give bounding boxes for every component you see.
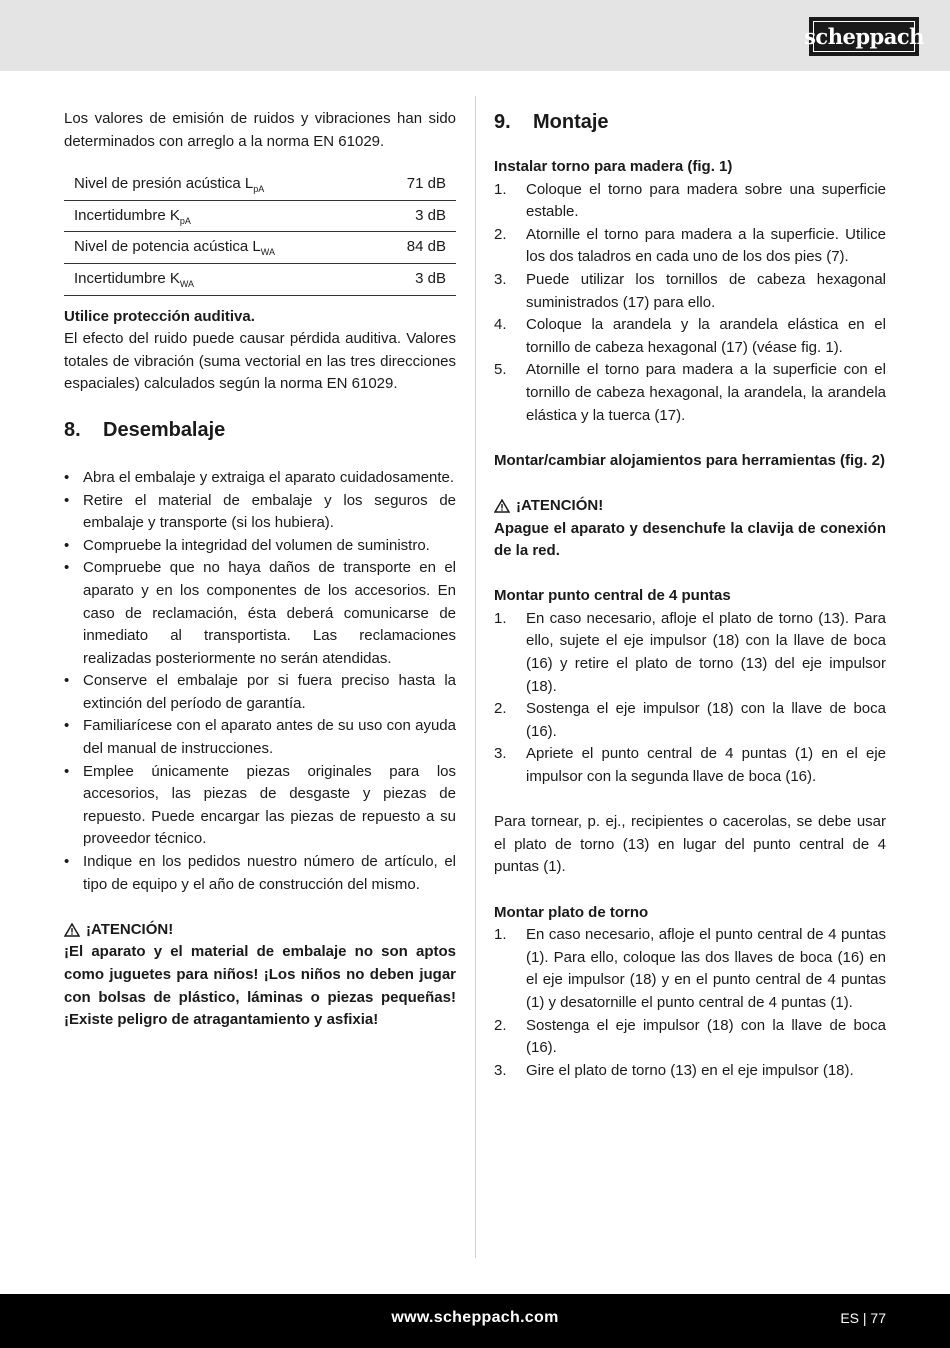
page-header bbox=[0, 0, 950, 71]
column-divider bbox=[475, 96, 476, 1258]
warning-heading bbox=[494, 495, 886, 518]
table-row bbox=[64, 232, 456, 264]
warning-text: Apague el aparato y desenchufe la clavija de conexión de la red. bbox=[494, 519, 886, 560]
list-item: 5. Atornille el torno para madera a la superficie con el tornillo de cabeza hexagonal, la arandela, la arandela elástica y la tuerca (17). bbox=[494, 361, 886, 424]
list-item: • Indique en los pedidos nuestro número de artículo, el tipo de equipo y el año de construcción del mismo. bbox=[64, 851, 456, 896]
table-row bbox=[64, 169, 456, 200]
warning-title: ¡ATENCIÓN! bbox=[516, 496, 604, 514]
section-number: 9. bbox=[494, 111, 511, 133]
list-item: 4. Coloque la arandela y la arandela elástica en el tornillo de cabeza hexagonal (17) (véase fig. 1). bbox=[494, 316, 886, 356]
table-row bbox=[64, 200, 456, 232]
center-heading: Montar punto central de 4 puntas bbox=[494, 587, 731, 605]
row-label: Incertidumbre K bbox=[74, 269, 180, 287]
row-value: 71 dB bbox=[373, 169, 456, 200]
list-item: • Abra el embalaje y extraiga el aparato cuidadosamente. bbox=[64, 467, 456, 490]
list-item: 2. Atornille el torno para madera a la superficie. Utilice los dos taladros en cada uno de los dos pies (7). bbox=[494, 225, 886, 266]
list-item: 3. Apriete el punto central de 4 puntas (1) en el eje impulsor con la segunda llave de boca (16). bbox=[494, 745, 886, 786]
section-title: Desembalaje bbox=[103, 418, 226, 441]
row-label: Nivel de presión acústica L bbox=[74, 175, 254, 193]
brand-logo bbox=[804, 17, 924, 56]
list-item: 1. Coloque el torno para madera sobre una superficie estable. bbox=[494, 180, 886, 221]
footer-url: www.scheppach.com bbox=[391, 1309, 559, 1326]
row-value: 3 dB bbox=[373, 200, 456, 232]
brand-name: scheppach bbox=[804, 24, 924, 49]
list-item: • Retire el material de embalaje y los seguros de embalaje y transporte (si los hubiera). bbox=[64, 490, 456, 535]
warning-icon bbox=[494, 499, 510, 513]
center-steps bbox=[494, 608, 886, 789]
page-footer bbox=[0, 1294, 950, 1348]
list-item: • Emplee únicamente piezas originales para los accesorios, las piezas de desgaste y piezas de repuesto. Puede encargar las piezas de repuesto a su proveedor técnico. bbox=[64, 761, 456, 851]
row-subscript: pA bbox=[179, 215, 191, 226]
warning-heading bbox=[64, 919, 456, 942]
row-subscript: WA bbox=[260, 247, 275, 258]
protection-heading: Utilice protección auditiva. bbox=[64, 307, 255, 325]
warning-text: ¡El aparato y el material de embalaje no son aptos como juguetes para niños! ¡Los niños no deben jugar con bolsas de plástico, láminas o piezas pequeñas! ¡Existe peligro de atragantamiento y asfixia! bbox=[64, 943, 456, 1029]
list-item: 1. En caso necesario, afloje el punto central de 4 puntas (1). Para ello, coloque las dos llaves de boca (16) en el eje impulsor (18) y en el punto central de 4 puntas (1) y desatornille el punto central de 4 puntas (1). bbox=[494, 926, 886, 1011]
list-item: • Familiarícese con el aparato antes de su uso con ayuda del manual de instrucciones. bbox=[64, 715, 456, 760]
warning-icon bbox=[64, 923, 80, 937]
row-subscript: pA bbox=[253, 184, 265, 195]
row-value: 84 dB bbox=[373, 232, 456, 264]
left-column bbox=[64, 108, 456, 1032]
table-row bbox=[64, 263, 456, 295]
row-value: 3 dB bbox=[373, 263, 456, 295]
protection-text: El efecto del ruido puede causar pérdida auditiva. Valores totales de vibración (suma vectorial en las tres direcciones espaciales) calculados según la norma EN 61029. bbox=[64, 330, 456, 393]
list-item: • Compruebe que no haya daños de transporte en el aparato y en los componentes de los accesorios. En caso de reclamación, ésta deberá comunicarse de inmediato al transportista. Las reclamaciones realizadas posteriormente no serán atendidas. bbox=[64, 557, 456, 670]
tool-heading: Montar/cambiar alojamientos para herramientas (fig. 2) bbox=[494, 451, 885, 469]
section-title: Montaje bbox=[533, 111, 609, 133]
turning-note: Para tornear, p. ej., recipientes o cacerolas, se debe usar el plato de torno (13) en lugar del punto central de 4 puntas (1). bbox=[494, 813, 886, 876]
row-subscript: WA bbox=[179, 278, 195, 289]
row-label: Incertidumbre K bbox=[74, 206, 180, 224]
right-column bbox=[494, 108, 886, 1082]
row-label: Nivel de potencia acústica L bbox=[74, 238, 261, 256]
section-8-heading bbox=[64, 416, 456, 444]
plate-steps bbox=[494, 924, 886, 1082]
list-item: 2. Sostenga el eje impulsor (18) con la llave de boca (16). bbox=[494, 1016, 886, 1057]
install-steps bbox=[494, 179, 886, 428]
list-item: • Conserve el embalaje por si fuera preciso hasta la extinción del período de garantía. bbox=[64, 670, 456, 715]
section-9-heading bbox=[494, 108, 886, 136]
page-number: ES | 77 bbox=[840, 1310, 886, 1326]
list-item: 3. Gire el plato de torno (13) en el eje impulsor (18). bbox=[494, 1061, 854, 1079]
list-item: • Compruebe la integridad del volumen de suministro. bbox=[64, 535, 456, 558]
section-number: 8. bbox=[64, 418, 81, 441]
list-item: 3. Puede utilizar los tornillos de cabeza hexagonal suministrados (17) para ello. bbox=[494, 270, 886, 311]
unpacking-list bbox=[64, 467, 456, 896]
emission-table bbox=[64, 169, 456, 295]
emission-intro: Los valores de emisión de ruidos y vibraciones han sido determinados con arreglo a la norma EN 61029. bbox=[64, 110, 456, 150]
install-heading: Instalar torno para madera (fig. 1) bbox=[494, 158, 733, 175]
list-item: 1. En caso necesario, afloje el plato de torno (13). Para ello, sujete el eje impulsor (18) con la llave de boca (16) y retire el plato de torno (13) del eje impulsor (18). bbox=[494, 609, 886, 695]
plate-heading: Montar plato de torno bbox=[494, 903, 649, 921]
warning-title: ¡ATENCIÓN! bbox=[86, 920, 174, 938]
list-item: 2. Sostenga el eje impulsor (18) con la llave de boca (16). bbox=[494, 700, 886, 740]
